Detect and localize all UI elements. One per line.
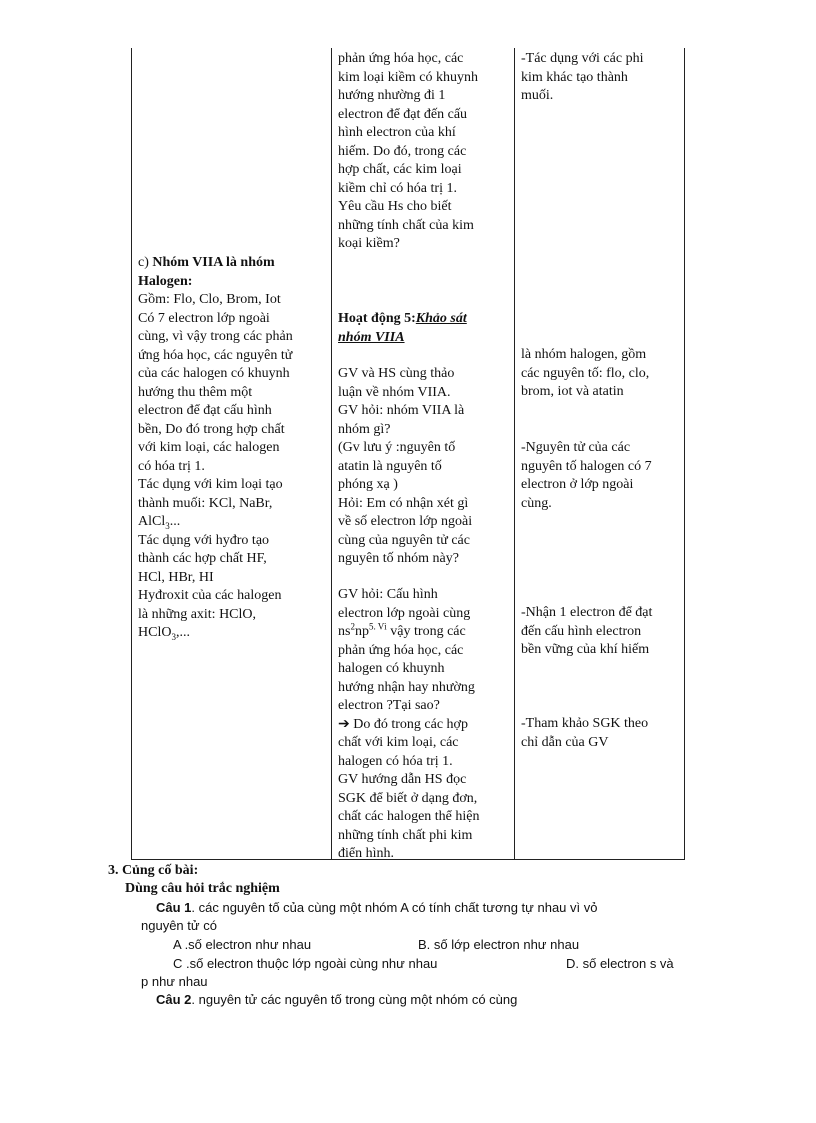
table-divider-1	[331, 48, 332, 860]
table-border-right	[684, 48, 685, 860]
student-answer-alkali: -Tác dụng với các phi kim khác tạo thành muối.	[521, 51, 644, 103]
option-a: A .số electron như nhau	[173, 937, 312, 952]
option-d: D. số electron s và	[566, 956, 674, 971]
teacher-text-alkali: phản ứng hóa học, các kim loại kiềm có khuynh hướng nhường đi 1 electron để đạt đến cấu hình electron của khí hiếm. Do đó, trong các hợp chất, các kim loại kiềm chỉ có hóa trị 1. Yêu cầu Hs cho biết những tính chất của kim koại kiềm?	[338, 51, 478, 251]
answer-outer-electrons: -Nguyên tử của các nguyên tố halogen có 7 electron ở lớp ngoài cùng.	[521, 440, 652, 511]
arrow-right-icon: ➔	[338, 716, 350, 732]
activity-5-body: GV và HS cùng thảo luận về nhóm VIIA. GV hỏi: nhóm VIIA là nhóm gì? (Gv lưu ý :nguyên tố atatin là nguyên tố phóng xạ ) Hỏi: Em có nhận xét gì về số electron lớp ngoài cùng của nguyên tử các nguyên tố nhóm này?	[338, 366, 473, 566]
section-subtitle: Dùng câu hỏi trắc nghiệm	[125, 881, 280, 896]
halogen-heading: c) Nhóm VIIA là nhóm	[138, 255, 275, 270]
question-1: Câu 1. các nguyên tố của cùng một nhóm A có tính chất tương tự nhau vì vỏ	[156, 900, 598, 915]
option-d-cont: p như nhau	[141, 974, 208, 989]
question-1-cont: nguyên tử có	[141, 918, 217, 933]
answer-reference-sgk: -Tham khảo SGK theo chỉ dẫn của GV	[521, 716, 649, 750]
halogen-content: c) Nhóm VIIA là nhóm Halogen: Gồm: Flo, Clo, Brom, Iot Có 7 electron lớp ngoài cùng, vì vậy trong các phản ứng hóa học, các nguyên tử của các halogen có khuynh hướng thu thêm một electron để đạt cấu hình bền, Do đó trong hợp chất với kim loại, các halogen có hóa trị 1. Tác dụng với kim loại tạo thành muối: KCl, NaBr, AlCl$_3$... Tác dụng với hyđro tạo thành các hợp chất HF, HCl, HBr, HI Hyđroxit của các halogen là những axit: HClO, HClO$_3$,...	[138, 254, 325, 643]
table-border-left	[131, 48, 132, 860]
activity-5-title: Hoạt động 5:Khảo sát nhóm VIIA	[338, 311, 467, 345]
answer-gain-electron: -Nhận 1 electron để đạt đến cấu hình electron bền vững của khí hiếm	[521, 605, 653, 657]
table-divider-2	[514, 48, 515, 860]
answer-group-name: là nhóm halogen, gồm các nguyên tố: flo, clo, brom, iot và atatin	[521, 347, 650, 399]
option-b: B. số lớp electron như nhau	[418, 937, 580, 952]
question-2: Câu 2. nguyên tử các nguyên tố trong cùng một nhóm có cùng	[156, 992, 518, 1007]
activity-5-config: GV hỏi: Cấu hình electron lớp ngoài cùng $ns^2np^{5. Vì}$ vậy trong các phản ứng hóa học, các halogen có khuynh hướng nhận hay nhường electron ?Tại sao? ➔ Do đó trong các hợp chất với kim loại, các halogen có hóa trị 1. GV hướng dẫn HS đọc SGK để biết ở dạng đơn, chất các halogen thể hiện những tính chất phi kim điển hình.	[338, 587, 480, 861]
option-c: C .số electron thuộc lớp ngoài cùng như nhau	[173, 956, 438, 971]
section-title: 3. Củng cố bài:	[108, 863, 199, 878]
